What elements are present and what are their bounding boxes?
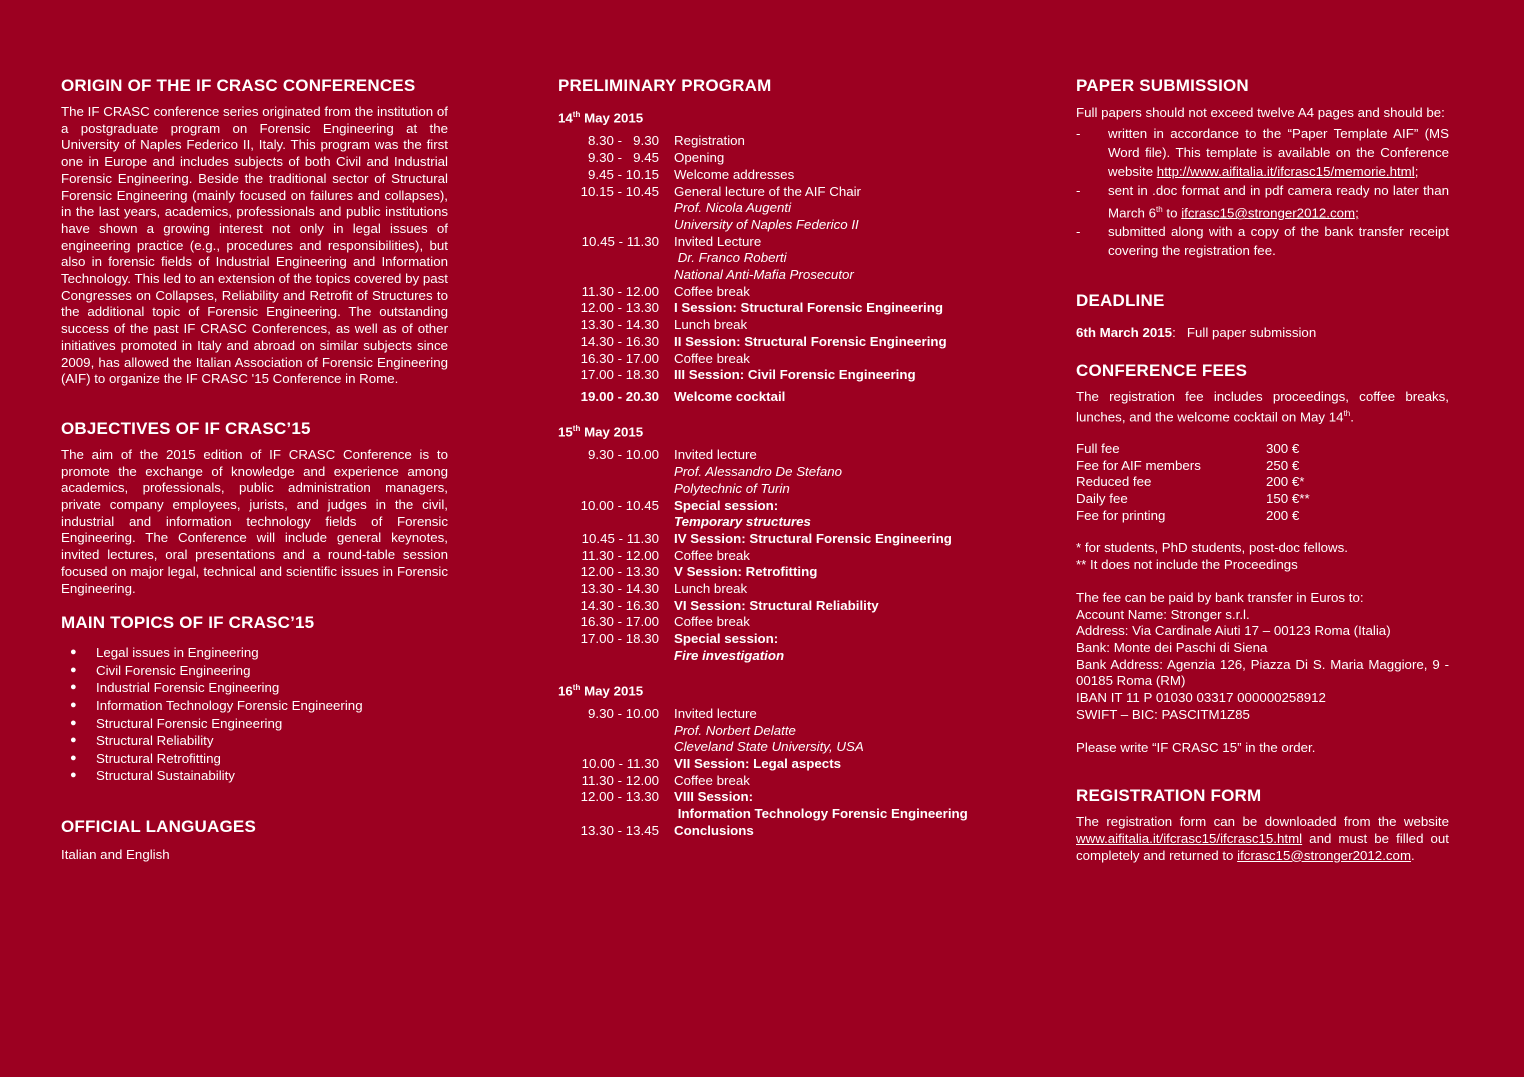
- program-heading: PRELIMINARY PROGRAM: [558, 76, 772, 95]
- fee-note-students: * for students, PhD students, post-doc fellows.: [1076, 540, 1348, 556]
- program-event-line: IV Session: Structural Forensic Engineering: [674, 530, 952, 546]
- fee-amount: 250 €: [1266, 457, 1300, 473]
- topic-label: Structural Retrofitting: [96, 750, 221, 766]
- program-event: [674, 581, 952, 598]
- fees-table: [1076, 441, 1310, 525]
- program-event-line: Dr. Franco Roberti: [674, 250, 787, 266]
- program-row: [558, 317, 947, 334]
- program-row: [558, 150, 947, 167]
- program-days: [558, 106, 998, 840]
- topic-item: [61, 750, 448, 768]
- program-time: 9.30 - 10.00: [588, 447, 659, 463]
- template-semicolon: ;: [1414, 164, 1419, 179]
- program-event: [674, 300, 947, 317]
- program-event-line: III Session: Civil Forensic Engineering: [674, 367, 916, 383]
- program-event: [674, 367, 947, 384]
- program-time: 10.45 - 11.30: [581, 233, 659, 249]
- program-row: [558, 447, 952, 497]
- program-row: [558, 756, 968, 773]
- format-to: to: [1162, 205, 1182, 221]
- bullet-icon: ●: [70, 769, 77, 782]
- fee-name: Daily fee: [1076, 491, 1128, 507]
- program-row: [558, 581, 952, 598]
- program-event-line: Prof. Nicola Augenti: [674, 200, 792, 216]
- program-event: [674, 317, 947, 334]
- program-time: 11.30 - 12.00: [581, 283, 659, 299]
- program-time: 16.30 - 17.00: [580, 350, 659, 366]
- bullet-icon: ●: [70, 681, 77, 694]
- fee-row: [1076, 491, 1310, 508]
- fees-intro-sup: th: [1343, 408, 1351, 418]
- program-row: [558, 367, 947, 384]
- topic-label: Structural Sustainability: [96, 768, 235, 784]
- deadline-line: [1076, 325, 1449, 342]
- program-time: 14.30 - 16.30: [580, 597, 659, 613]
- program-event-line: VIII Session:: [674, 789, 754, 805]
- origin-heading: ORIGIN OF THE IF CRASC CONFERENCES: [61, 76, 416, 95]
- languages-heading: OFFICIAL LANGUAGES: [61, 817, 257, 837]
- program-event-line: General lecture of the AIF Chair: [674, 183, 861, 199]
- program-event-line: Cleveland State University, USA: [674, 739, 864, 755]
- program-event-line: II Session: Structural Forensic Engineering: [674, 333, 947, 349]
- program-row: [558, 334, 947, 351]
- program-row: [558, 234, 947, 284]
- program-event-line: Fire investigation: [674, 647, 785, 663]
- program-event: [674, 167, 947, 184]
- topic-item: [61, 679, 448, 697]
- program-row: [558, 351, 947, 368]
- program-event: [674, 773, 968, 790]
- program-event-line: I Session: Structural Forensic Engineering: [674, 300, 943, 316]
- submission-email-link[interactable]: ifcrasc15@stronger2012.com;: [1181, 205, 1359, 221]
- paper-requirement-template: [1076, 124, 1449, 181]
- topic-label: Civil Forensic Engineering: [96, 662, 251, 678]
- program-row: [558, 384, 947, 406]
- day-suffix: th: [572, 423, 581, 433]
- program-event: [674, 133, 947, 150]
- bank-address: Bank Address: Agenzia 126, Piazza Di S. Maria Maggiore, 9 - 00185 Roma (RM): [1076, 656, 1449, 689]
- bullet-icon: ●: [70, 751, 77, 764]
- topic-item: [61, 662, 448, 680]
- bullet-icon: ●: [70, 734, 77, 747]
- day-number: 16: [558, 682, 573, 698]
- program-row: [558, 706, 968, 756]
- bank-name: Bank: Monte dei Paschi di Siena: [1076, 639, 1268, 655]
- program-time: 14.30 - 16.30: [580, 333, 659, 349]
- program-row: [558, 614, 952, 631]
- program-event: [674, 548, 952, 565]
- topic-label: Industrial Forensic Engineering: [96, 680, 280, 696]
- program-event: [674, 234, 947, 284]
- program-time: 12.00 - 13.30: [580, 564, 659, 580]
- program-table: [558, 706, 968, 840]
- deadline-heading: DEADLINE: [1076, 291, 1165, 311]
- program-time: 19.00 - 20.30: [580, 389, 659, 405]
- program-time: 10.00 - 11.30: [581, 756, 659, 772]
- bank-swift: SWIFT – BIC: PASCITM1Z85: [1076, 706, 1250, 722]
- program-event-line: V Session: Retrofitting: [674, 564, 818, 580]
- program-event: [674, 789, 968, 822]
- program-event: [674, 823, 968, 840]
- program-row: [558, 598, 952, 615]
- program-event-line: Registration: [674, 133, 745, 149]
- right-column: [1076, 74, 1449, 864]
- day-suffix: th: [572, 682, 581, 692]
- program-event-line: Conclusions: [674, 822, 754, 838]
- program-event-line: VI Session: Structural Reliability: [674, 597, 879, 613]
- dash-bullet: -: [1076, 224, 1081, 240]
- program-time: 9.30 - 10.00: [588, 705, 659, 721]
- program-event-line: Invited Lecture: [674, 233, 762, 249]
- bullet-icon: ●: [70, 699, 77, 712]
- program-table: [558, 447, 952, 664]
- fee-row: [1076, 508, 1310, 525]
- fee-amount: 300 €: [1266, 440, 1300, 456]
- program-column: [558, 74, 998, 840]
- program-event: [674, 631, 952, 664]
- program-time: 11.30 - 12.00: [581, 772, 659, 788]
- fee-amount: 200 €: [1266, 507, 1300, 523]
- program-event-line: Temporary structures: [674, 514, 811, 530]
- program-event-line: Prof. Norbert Delatte: [674, 722, 796, 738]
- topic-item: [61, 732, 448, 750]
- template-text: written in accordance to the “Paper Template AIF” (MS Word file). This template is available on the Conference website: [1108, 126, 1449, 179]
- program-event-line: Coffee break: [674, 547, 750, 563]
- topic-item: [61, 767, 448, 785]
- program-time: 16.30 - 17.00: [580, 614, 659, 630]
- bank-holder-address: Address: Via Cardinale Aiuti 17 – 00123 Roma (Italia): [1076, 623, 1391, 639]
- fee-row: [1076, 474, 1310, 491]
- bullet-icon: ●: [70, 663, 77, 676]
- day-month: May 2015: [584, 110, 644, 126]
- left-column: [61, 74, 448, 864]
- program-event: [674, 706, 968, 756]
- bank-account: Account Name: Stronger s.r.l.: [1076, 606, 1250, 622]
- registration-form-link[interactable]: www.aifitalia.it/ifcrasc15/ifcrasc15.html: [1076, 830, 1303, 846]
- program-event-line: Coffee break: [674, 614, 750, 630]
- program-event-line: Lunch break: [674, 317, 748, 333]
- dash-bullet: -: [1076, 126, 1081, 141]
- fee-amount: 200 €*: [1266, 474, 1305, 490]
- program-row: [558, 184, 947, 234]
- program-time: 11.30 - 12.00: [581, 547, 659, 563]
- order-note: Please write “IF CRASC 15” in the order.: [1076, 739, 1316, 755]
- registration-text-3: .: [1411, 847, 1415, 863]
- program-event-line: National Anti-Mafia Prosecutor: [674, 267, 854, 283]
- format-sup: th: [1156, 205, 1163, 214]
- program-event-line: Information Technology Forensic Engineering: [674, 806, 968, 822]
- program-time: 9.30 - 9.45: [588, 150, 659, 166]
- topic-item: [61, 644, 448, 662]
- program-day-heading: [558, 679, 998, 700]
- program-event-line: Special session:: [674, 497, 779, 513]
- fee-name: Full fee: [1076, 440, 1120, 456]
- program-day-heading: [558, 420, 998, 441]
- fee-name: Reduced fee: [1076, 474, 1152, 490]
- day-month: May 2015: [584, 682, 644, 698]
- program-event: [674, 384, 947, 406]
- paper-heading: PAPER SUBMISSION: [1076, 76, 1249, 95]
- format-text: sent in .doc format and in pdf camera ready no later than March 6: [1108, 183, 1449, 221]
- program-event: [674, 498, 952, 531]
- bullet-icon: ●: [70, 716, 77, 729]
- fees-intro-text: The registration fee includes proceedings, coffee breaks, lunches, and the welcome cocktail on May 14: [1076, 389, 1449, 425]
- program-event-line: Welcome addresses: [674, 166, 795, 182]
- day-suffix: th: [572, 110, 581, 119]
- program-time: 17.00 - 18.30: [580, 631, 659, 647]
- fee-row: [1076, 441, 1310, 458]
- paper-requirements: [1076, 124, 1449, 260]
- origin-text: The IF CRASC conference series originated from the institution of a postgraduate program on Forensic Engineering at the University of Naples Federico II, Italy. This program was the first one in Europe and includes subjects of both Civil and Industrial Forensic Engineering. Beside the traditional sector of Structural Forensic Engineering (mainly focused on failures and collapses), in the last years, academics, professionals and public institutions have shown a growing interest not only in legal issues of engineering practice (e.g., procedures and responsibilities), but also in forensic fields of Industrial Engineering and Information Technology. This led to an extension of the topics covered by past Congresses on Collapses, Reliability and Retrofit of Structures to the additional topic of Forensic Engineering. The outstanding success of the past IF CRASC Conferences, as well as of other initiatives promoted in Italy and abroad on similar subjects since 2009, has allowed the Italian Association of Forensic Engineering (AIF) to organize the IF CRASC '15 Conference in Rome.: [61, 104, 448, 387]
- deadline-date: 6th March 2015: [1076, 325, 1173, 341]
- day-month: May 2015: [584, 424, 644, 440]
- registration-text-1: The registration form can be downloaded from the website: [1076, 814, 1449, 830]
- program-time: 10.15 - 10.45: [580, 183, 659, 199]
- program-row: [558, 133, 947, 150]
- program-event-line: Coffee break: [674, 350, 750, 366]
- topic-label: Legal issues in Engineering: [96, 645, 259, 661]
- deadline-text: Full paper submission: [1186, 325, 1317, 341]
- objectives-heading: OBJECTIVES OF IF CRASC’15: [61, 418, 311, 438]
- program-event-line: Coffee break: [674, 283, 750, 299]
- program-row: [558, 564, 952, 581]
- program-row: [558, 773, 968, 790]
- receipt-text: submitted along with a copy of the bank transfer receipt covering the registration fee.: [1108, 224, 1449, 259]
- fees-intro: [1076, 389, 1449, 426]
- paper-requirement-format: [1076, 181, 1449, 222]
- topics-heading: MAIN TOPICS OF IF CRASC’15: [61, 613, 315, 633]
- program-row: [558, 498, 952, 531]
- dash-bullet: -: [1076, 183, 1081, 198]
- registration-heading: REGISTRATION FORM: [1076, 786, 1262, 806]
- program-event-line: Special session:: [674, 631, 779, 647]
- program-event-line: Coffee break: [674, 772, 750, 788]
- program-event-line: Welcome cocktail: [674, 389, 786, 405]
- registration-text-2: and must be filled out completely and returned to: [1076, 830, 1449, 863]
- fees-heading: CONFERENCE FEES: [1076, 361, 1248, 381]
- bullet-icon: ●: [70, 646, 77, 659]
- program-row: [558, 823, 968, 840]
- paper-requirement-receipt: [1076, 222, 1449, 260]
- program-event: [674, 284, 947, 301]
- program-row: [558, 531, 952, 548]
- fee-note-proceedings: ** It does not include the Proceedings: [1076, 557, 1298, 573]
- program-row: [558, 631, 952, 664]
- program-time: 13.30 - 14.30: [580, 581, 659, 597]
- registration-text: [1076, 814, 1449, 864]
- program-row: [558, 284, 947, 301]
- bank-intro: The fee can be paid by bank transfer in Euros to:: [1076, 589, 1364, 605]
- program-event: [674, 150, 947, 167]
- program-time: 13.30 - 14.30: [580, 317, 659, 333]
- program-table: [558, 133, 947, 406]
- deadline-colon: :: [1172, 325, 1176, 341]
- program-event: [674, 447, 952, 497]
- day-number: 15: [558, 424, 573, 440]
- objectives-text: The aim of the 2015 edition of IF CRASC Conference is to promote the exchange of knowledge and experience among academics, professionals, public administration managers, private company employees, jurists, and judges in the civil, industrial and information technology fields of Forensic Engineering. The Conference will include general keynotes, invited lectures, oral presentations and a round-table session focused on major legal, technical and scientific issues in Forensic Engineering.: [61, 446, 448, 596]
- bank-iban: IBAN IT 11 P 01030 03317 000000258912: [1076, 690, 1326, 706]
- registration-email-link[interactable]: ifcrasc15@stronger2012.com: [1237, 847, 1412, 863]
- program-event-line: Lunch break: [674, 581, 748, 597]
- program-time: 12.00 - 13.30: [580, 300, 659, 316]
- program-time: 10.00 - 10.45: [580, 497, 659, 513]
- program-event: [674, 564, 952, 581]
- program-event-line: Opening: [674, 150, 725, 166]
- template-link[interactable]: http://www.aifitalia.it/ifcrasc15/memorie.html: [1156, 164, 1415, 179]
- program-row: [558, 789, 968, 822]
- fee-row: [1076, 458, 1310, 475]
- topic-item: [61, 715, 448, 733]
- program-time: 13.30 - 13.45: [580, 822, 659, 838]
- day-number: 14: [558, 110, 573, 126]
- topics-list: [61, 644, 448, 785]
- program-time: 9.45 - 10.15: [588, 166, 659, 182]
- program-time: 12.00 - 13.30: [580, 789, 659, 805]
- program-row: [558, 300, 947, 317]
- program-event: [674, 614, 952, 631]
- program-event-line: Polytechnic of Turin: [674, 480, 790, 496]
- program-event: [674, 598, 952, 615]
- program-event-line: University of Naples Federico II: [674, 216, 859, 232]
- languages-text: Italian and English: [61, 847, 170, 863]
- topic-label: Structural Reliability: [96, 733, 214, 749]
- paper-intro: Full papers should not exceed twelve A4 pages and should be:: [1076, 105, 1445, 120]
- program-row: [558, 167, 947, 184]
- program-event-line: Invited lecture: [674, 705, 757, 721]
- program-event: [674, 351, 947, 368]
- program-event: [674, 334, 947, 351]
- topic-label: Structural Forensic Engineering: [96, 715, 283, 731]
- program-row: [558, 548, 952, 565]
- fee-name: Fee for printing: [1076, 507, 1166, 523]
- fees-intro-end: .: [1350, 409, 1354, 425]
- program-event-line: Prof. Alessandro De Stefano: [674, 464, 843, 480]
- program-time: 17.00 - 18.30: [580, 367, 659, 383]
- program-event-line: VII Session: Legal aspects: [674, 756, 842, 772]
- program-time: 10.45 - 11.30: [581, 530, 659, 546]
- program-time: 8.30 - 9.30: [588, 133, 659, 149]
- fee-name: Fee for AIF members: [1076, 457, 1201, 473]
- program-event: [674, 531, 952, 548]
- topic-item: [61, 697, 448, 715]
- program-event-line: Invited lecture: [674, 447, 757, 463]
- program-event: [674, 184, 947, 234]
- topic-label: Information Technology Forensic Engineering: [96, 698, 363, 714]
- program-day-heading: [558, 106, 998, 127]
- fee-amount: 150 €**: [1266, 491, 1310, 507]
- program-event: [674, 756, 968, 773]
